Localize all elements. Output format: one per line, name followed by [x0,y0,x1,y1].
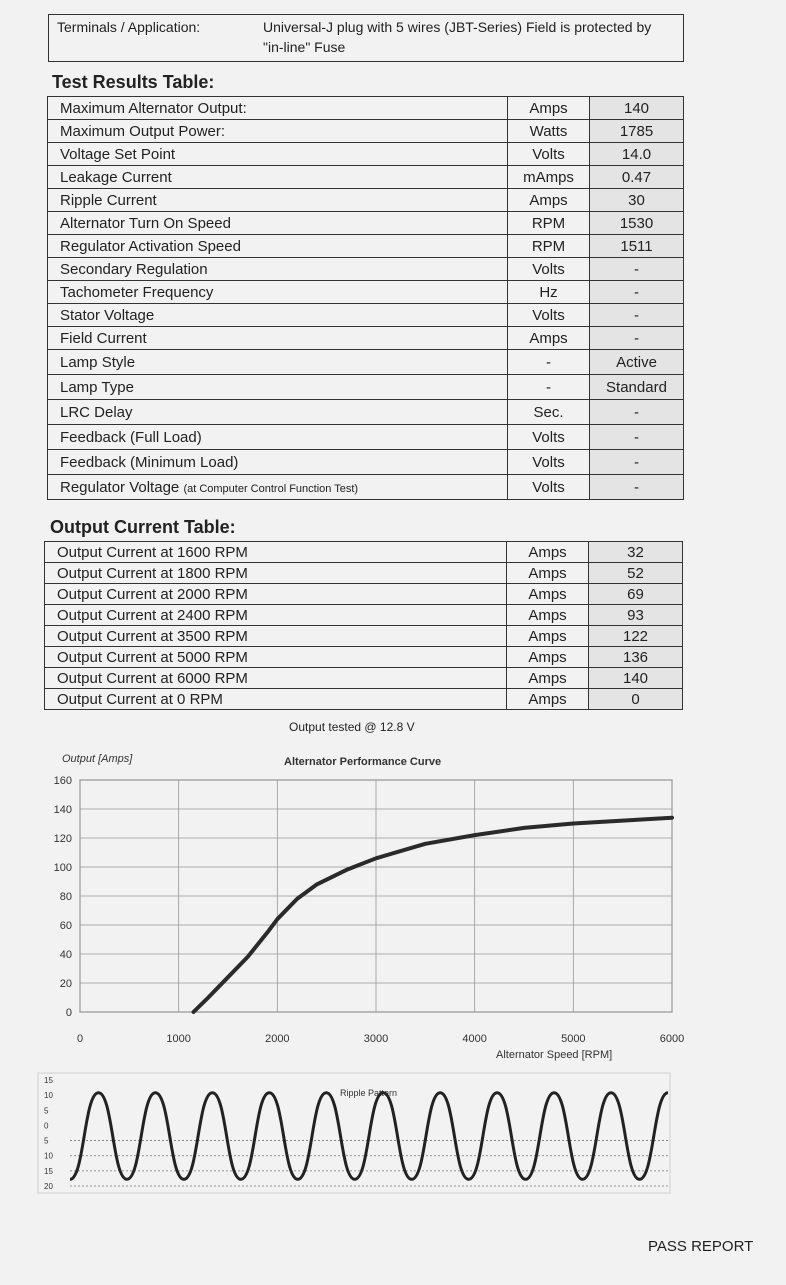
row-value: - [590,475,684,500]
row-label [45,542,507,563]
row-label-text: LRC Delay [60,403,133,421]
output-current-row [45,647,683,668]
row-value: - [590,304,684,327]
row-value: 136 [589,647,683,668]
perf-ytick-label: 140 [53,804,72,816]
row-label [48,235,508,258]
perf-ytick-label: 80 [59,891,72,903]
row-unit: Volts [508,304,590,327]
row-value: 32 [589,542,683,563]
row-label [48,166,508,189]
row-label [48,350,508,375]
row-unit: - [508,350,590,375]
perf-ytick-label: 40 [59,949,72,961]
row-unit: mAmps [508,166,590,189]
perf-xtick-label: 1000 [166,1033,191,1045]
row-unit: Volts [508,143,590,166]
row-label-text: Voltage Set Point [60,145,176,163]
perf-xtick-label: 2000 [265,1033,290,1045]
ripple-ytick-label: 15 [44,1166,53,1176]
row-label [48,475,508,500]
row-value: - [590,327,684,350]
ripple-ytick-label: 20 [44,1182,53,1191]
ripple-ytick-label: 15 [44,1076,53,1085]
row-unit: Amps [507,689,589,710]
output-current-body [45,542,683,710]
output-current-row [45,668,683,689]
test-result-row [48,258,684,281]
row-unit: Volts [508,425,590,450]
output-current-row [45,689,683,710]
row-label [48,304,508,327]
terminals-value: Universal-J plug with 5 wires (JBT-Series) Field is protected by "in-line" Fuse [263,19,652,55]
row-value: 1785 [590,120,684,143]
row-label [48,97,508,120]
perf-ytick-label: 60 [59,920,72,932]
output-test-note: Output tested @ 12.8 V [289,720,415,734]
row-label-text: Output Current at 5000 RPM [57,648,248,666]
row-value: Standard [590,375,684,400]
row-label-text: Maximum Alternator Output: [60,99,247,117]
row-value: - [590,450,684,475]
row-label-text: Output Current at 2000 RPM [57,585,248,603]
row-unit: Amps [507,668,589,689]
row-unit: Volts [508,258,590,281]
test-result-row [48,281,684,304]
perf-plot-frame [80,780,672,1012]
test-results-title: Test Results Table: [52,72,215,92]
test-result-row [48,166,684,189]
perf-xtick-label: 3000 [363,1033,389,1045]
perf-ytick-label: 120 [53,833,72,845]
perf-xtick-label: 5000 [561,1033,586,1045]
row-value: 14.0 [590,143,684,166]
row-label-text: Feedback (Full Load) [60,428,202,446]
row-label-text: Output Current at 6000 RPM [57,669,248,687]
row-label-text: Output Current at 1600 RPM [57,543,248,561]
row-unit: Hz [508,281,590,304]
row-label-note: (at Computer Control Function Test) [183,482,359,495]
row-label [48,120,508,143]
row-label-text: Output Current at 1800 RPM [57,564,248,582]
row-value: 1511 [590,235,684,258]
perf-xtick-label: 4000 [462,1033,487,1045]
row-label-text: Field Current [60,329,147,347]
row-label-text: Output Current at 0 RPM [57,690,223,708]
row-label [48,258,508,281]
row-unit: Amps [508,97,590,120]
row-label [45,584,507,605]
perf-ytick-label: 0 [65,1007,72,1019]
test-result-row [48,189,684,212]
output-current-row [45,542,683,563]
row-label [45,626,507,647]
chart-xlabel: Alternator Speed [RPM] [496,1049,613,1061]
test-result-row [48,450,684,475]
row-value: 140 [590,97,684,120]
row-label [45,563,507,584]
output-current-row [45,584,683,605]
perf-ytick-label: 20 [59,978,72,990]
row-label-text: Feedback (Minimum Load) [60,453,239,471]
row-unit: RPM [508,212,590,235]
chart-ylabel: Output [Amps] [62,753,133,765]
row-unit: Volts [508,450,590,475]
row-label [48,189,508,212]
test-results-table [47,96,684,500]
row-value: - [590,258,684,281]
row-unit: Amps [507,584,589,605]
perf-xtick-label: 6000 [659,1033,685,1045]
test-result-row [48,97,684,120]
row-label [45,668,507,689]
row-label-text: Tachometer Frequency [60,283,214,301]
row-unit: Amps [507,626,589,647]
perf-ytick-label: 160 [53,775,72,787]
perf-ytick-label: 100 [53,862,72,874]
row-value: 30 [590,189,684,212]
row-value: - [590,425,684,450]
perf-xtick-label: 0 [76,1033,84,1045]
row-label-text: Regulator Activation Speed [60,237,241,255]
terminals-box [48,14,684,62]
row-label-text: Alternator Turn On Speed [60,214,231,232]
test-result-row [48,120,684,143]
test-result-row [48,475,684,500]
chart-title: Alternator Performance Curve [284,756,442,768]
row-label-text: Output Current at 3500 RPM [57,627,248,645]
ripple-frame [38,1073,670,1193]
test-result-row [48,400,684,425]
test-result-row [48,235,684,258]
terminals-label: Terminals / Application: [57,19,201,35]
row-value: - [590,281,684,304]
ripple-ytick-label: 10 [44,1091,53,1101]
test-result-row [48,425,684,450]
row-value: 122 [589,626,683,647]
output-current-row [45,605,683,626]
output-current-row [45,563,683,584]
row-label-text: Secondary Regulation [60,260,208,278]
test-result-row [48,212,684,235]
row-value: - [590,400,684,425]
row-unit: - [508,375,590,400]
row-value: Active [590,350,684,375]
test-result-row [48,143,684,166]
row-label-text: Lamp Type [60,378,134,396]
ripple-ytick-label: 10 [44,1151,53,1161]
row-value: 93 [589,605,683,626]
test-results-body [48,97,684,500]
row-unit: Amps [508,189,590,212]
row-label [48,450,508,475]
test-result-row [48,375,684,400]
row-value: 69 [589,584,683,605]
test-result-row [48,327,684,350]
row-unit: Amps [508,327,590,350]
ripple-ytick-label: 0 [44,1121,49,1131]
row-label [48,212,508,235]
row-unit: Volts [508,475,590,500]
ripple-line [70,1093,668,1180]
row-label [48,375,508,400]
test-result-row [48,304,684,327]
row-label-text: Stator Voltage [60,306,155,324]
ripple-title: Ripple Pattern [340,1088,398,1098]
row-unit: Amps [507,605,589,626]
row-unit: Amps [507,542,589,563]
perf-grid-lines [80,780,672,1012]
test-result-row [48,350,684,375]
row-unit: RPM [508,235,590,258]
row-unit: Sec. [508,400,590,425]
row-label-text: Maximum Output Power: [60,122,226,140]
row-label-text: Lamp Style [60,353,136,371]
row-label [48,425,508,450]
row-label [48,400,508,425]
row-value: 140 [589,668,683,689]
row-value: 52 [589,563,683,584]
row-unit: Watts [508,120,590,143]
row-value: 0 [589,689,683,710]
row-unit: Amps [507,647,589,668]
row-label [45,647,507,668]
row-label-text: Regulator Voltage [60,478,180,496]
row-label-text: Output Current at 2400 RPM [57,606,248,624]
row-label [45,689,507,710]
row-label-text: Leakage Current [60,168,172,186]
row-label [48,281,508,304]
pass-report: PASS REPORT [648,1238,754,1255]
row-label [48,327,508,350]
ripple-ytick-label: 5 [44,1106,49,1116]
performance-curve-line [194,818,673,1012]
row-label-text: Ripple Current [60,191,157,209]
row-unit: Amps [507,563,589,584]
output-current-row [45,626,683,647]
output-current-table [44,541,683,710]
output-current-title: Output Current Table: [50,517,236,537]
row-label [45,605,507,626]
row-value: 0.47 [590,166,684,189]
ripple-ytick-label: 5 [44,1136,49,1146]
row-value: 1530 [590,212,684,235]
row-label [48,143,508,166]
